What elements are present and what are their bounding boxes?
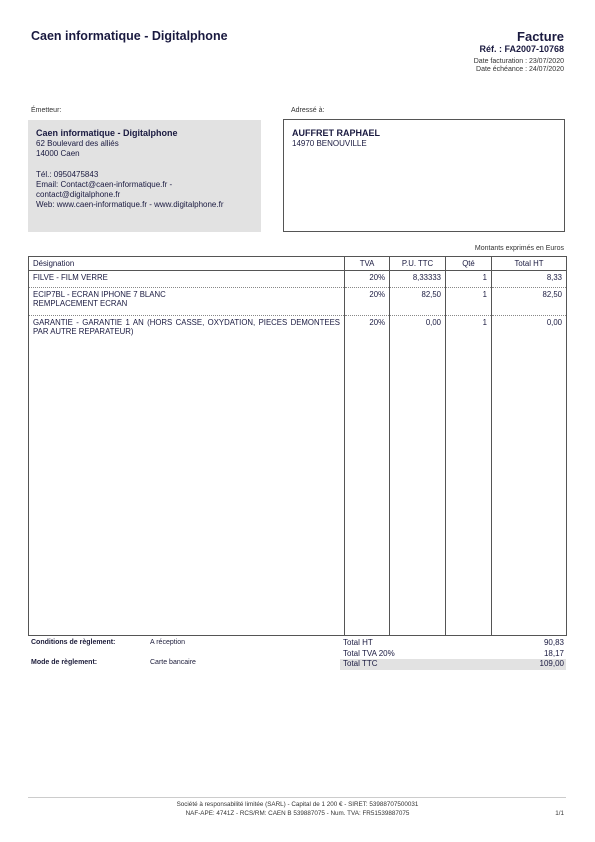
payment-mode-value: Carte bancaire [150, 659, 196, 666]
issuer-email-line1: Email: Contact@caen-informatique.fr - [36, 179, 173, 189]
total-tva-row [340, 649, 566, 660]
invoice-date: Date facturation : 23/07/2020 [473, 58, 564, 65]
payment-terms [31, 639, 311, 669]
total-ttc-label: Total TTC [343, 659, 378, 668]
issuer-phone: Tél.: 0950475843 [36, 169, 99, 179]
issuer-box [28, 120, 261, 232]
recipient-address: 14970 BENOUVILLE [292, 138, 367, 148]
total-ht-label: Total HT [343, 638, 373, 647]
row-unit-price: 82,50 [390, 288, 446, 316]
row-tva: 20% [345, 316, 390, 636]
column-header-designation: Désignation [29, 257, 345, 271]
table-header-row [29, 257, 567, 271]
row-designation [29, 288, 345, 316]
issuer-address-line2: 14000 Caen [36, 149, 80, 159]
row-tva: 20% [345, 288, 390, 316]
company-title: Caen informatique - Digitalphone [31, 29, 228, 43]
conditions-value: A réception [150, 639, 186, 646]
invoice-lines-table [28, 256, 567, 636]
table-row [29, 316, 567, 636]
totals-block [340, 638, 566, 670]
designation-text: ECIP7BL - ECRAN IPHONE 7 BLANC [33, 290, 166, 299]
footer-legal-line2: NAF-APE: 4741Z - RCS/RM: CAEN B 539887075 - Num. TVA: FR51539887075 [185, 810, 410, 817]
total-ttc-row [340, 659, 566, 670]
issuer-label: Émetteur: [31, 107, 62, 114]
recipient-label: Adressé à: [291, 107, 325, 114]
due-date: Date échéance : 24/07/2020 [476, 66, 564, 73]
row-unit-price: 8,33333 [390, 271, 446, 288]
issuer-address-line1: 62 Boulevard des alliés [36, 139, 119, 149]
recipient-box [283, 119, 565, 232]
row-total: 8,33 [492, 271, 567, 288]
invoice-reference: Réf. : FA2007-10768 [479, 44, 564, 54]
document-type: Facture [517, 29, 564, 44]
row-unit-price: 0,00 [390, 316, 446, 636]
conditions-label: Conditions de règlement: [31, 639, 116, 646]
recipient-name: AUFFRET RAPHAEL [292, 128, 380, 138]
total-ttc-value: 109,00 [539, 659, 564, 668]
column-header-quantity: Qté [446, 257, 492, 271]
total-ht-value: 90,83 [543, 638, 564, 647]
column-header-total: Total HT [492, 257, 567, 271]
column-header-tva: TVA [345, 257, 390, 271]
issuer-name: Caen informatique - Digitalphone [36, 128, 178, 138]
row-designation [29, 271, 345, 288]
column-header-unit-price: P.U. TTC [390, 257, 446, 271]
total-ht-row [340, 638, 566, 649]
footer-divider [28, 797, 566, 798]
table-row [29, 271, 567, 288]
footer-legal-line1: Société à responsabilité limitée (SARL) - Capital de 1 200 € - SIRET: 53988707500031 [176, 801, 419, 808]
row-total: 0,00 [492, 316, 567, 636]
issuer-website: Web: www.caen-informatique.fr - www.digitalphone.fr [36, 200, 224, 210]
payment-mode-label: Mode de règlement: [31, 659, 98, 666]
designation-text: GARANTIE - GARANTIE 1 AN (HORS CASSE, OXYDATION, PIECES DEMONTEES PAR AUTRE REPARATEUR) [33, 318, 340, 336]
row-total: 82,50 [492, 288, 567, 316]
total-tva-value: 18,17 [543, 648, 564, 658]
currency-note: Montants exprimés en Euros [474, 245, 564, 252]
issuer-email-line2: contact@digitalphone.fr [36, 190, 121, 200]
table-row [29, 288, 567, 316]
row-designation [29, 316, 345, 636]
designation-subtext: REMPLACEMENT ECRAN [33, 299, 128, 308]
row-quantity: 1 [446, 271, 492, 288]
designation-text: FILVE - FILM VERRE [33, 273, 108, 282]
page-number: 1/1 [555, 810, 564, 817]
row-quantity: 1 [446, 288, 492, 316]
row-tva: 20% [345, 271, 390, 288]
total-tva-label: Total TVA 20% [343, 648, 395, 658]
row-quantity: 1 [446, 316, 492, 636]
